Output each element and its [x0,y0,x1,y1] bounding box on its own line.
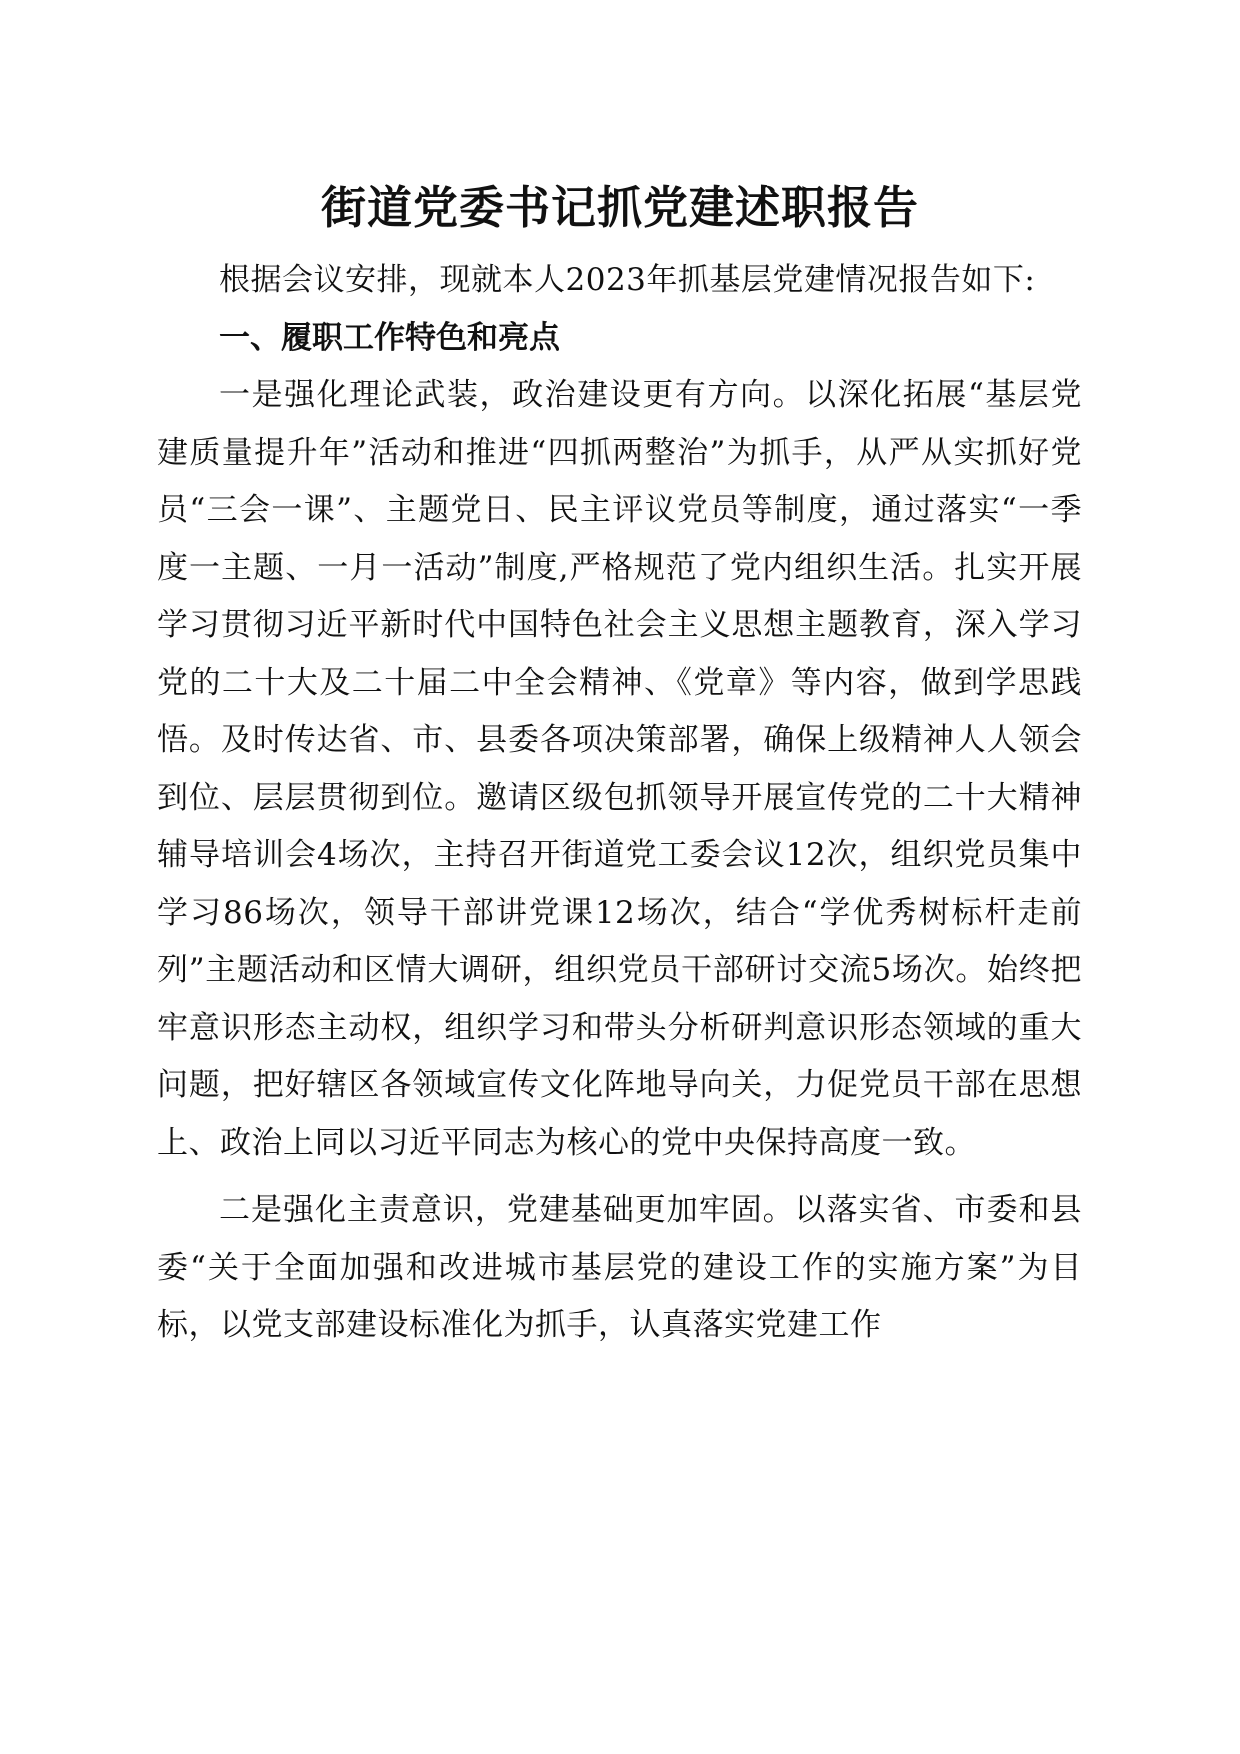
intro-paragraph: 根据会议安排，现就本人2023年抓基层党建情况报告如下: [219,262,1036,298]
body-paragraph: 二是强化主责意识，党建基础更加牢固。以落实省、市委和县委“关于全面加强和改进城市基层党的建设工作的实施方案”为目标，以党支部建设标准化为抓手，认真落实党建工作 [157,1192,1082,1343]
document-title: 街道党委书记抓党建述职报告 [320,181,919,234]
section-heading: 一、履职工作特色和亮点 [219,319,560,356]
document-body [157,252,1082,1355]
body-paragraph: 一是强化理论武装，政治建设更有方向。以深化拓展“基层党建质量提升年”活动和推进“四抓两整治”为抓手，从严从实抓好党员“三会一课”、主题党日、民主评议党员等制度，通过落实“一季度一主题、一月一活动”制度,严格规范了党内组织生活。扎实开展学习贯彻习近平新时代中国特色社会主义思想主题教育，深入学习党的二十大及二十届二中全会精神、《党章》等内容，做到学思践悟。及时传达省、市、县委各项决策部署，确保上级精神人人领会到位、层层贯彻到位。邀请区级包抓领导开展宣传党的二十大精神辅导培训会4场次，主持召开街道党工委会议12次，组织党员集中学习86场次，领导干部讲党课12场次，结合“学优秀树标杆走前列”主题活动和区情大调研，组织党员干部研讨交流5场次。始终把牢意识形态主动权，组织学习和带头分析研判意识形态领域的重大问题，把好辖区各领域宣传文化阵地导向关，力促党员干部在思想上、政治上同以习近平同志为核心的党中央保持高度一致。 [157,377,1082,1161]
paragraph-spacer [157,1172,1082,1182]
